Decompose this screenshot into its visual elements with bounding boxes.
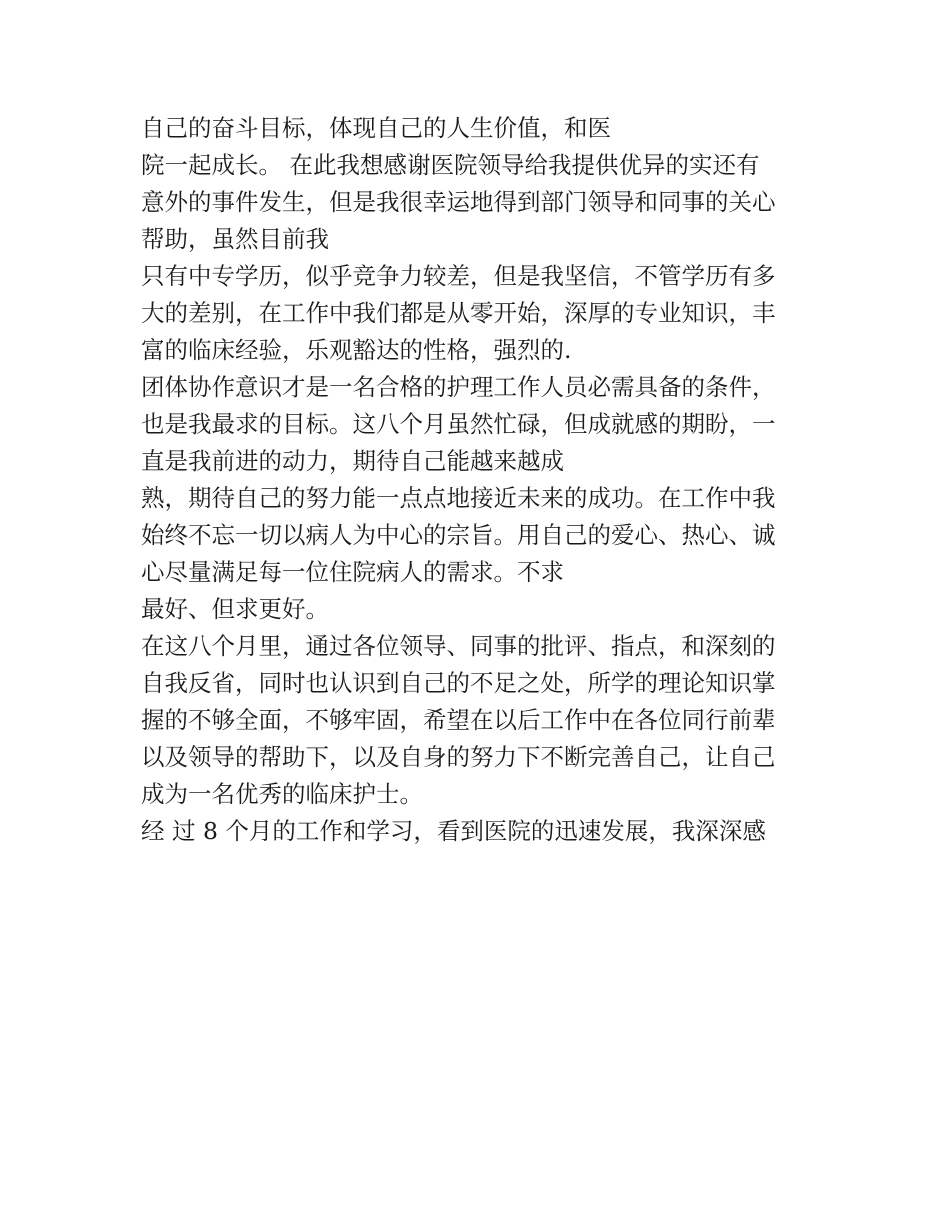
text-line: 在这八个月里，通过各位领导、同事的批评、指点，和深刻的 [141,632,776,660]
text-line: 经 过 8 个月的工作和学习，看到医院的迅速发展，我深深感 [141,817,766,845]
text-line: 富的临床经验，乐观豁达的性格，强烈的. [141,336,572,364]
text-line: 熟，期待自己的努力能一点点地接近未来的成功。在工作中我 [141,484,776,512]
text-line: 心尽量满足每一位住院病人的需求。不求 [141,558,564,586]
text-line: 自我反省，同时也认识到自己的不足之处，所学的理论知识掌 [141,669,776,697]
text-line: 成为一名优秀的临床护士。 [141,780,423,808]
text-line: 直是我前进的动力，期待自己能越来越成 [141,447,564,475]
text-line: 帮助，虽然目前我 [141,225,329,253]
text-line: 始终不忘一切以病人为中心的宗旨。用自己的爱心、热心、诚 [141,521,776,549]
text-line: 只有中专学历，似乎竞争力较差，但是我坚信，不管学历有多 [141,262,776,290]
text-line: 院一起成长。 在此我想感谢医院领导给我提供优异的实还有 [141,151,760,179]
text-line: 以及领导的帮助下，以及自身的努力下不断完善自己，让自己 [141,743,776,771]
text-line: 意外的事件发生，但是我很幸运地得到部门领导和同事的关心 [141,188,776,216]
text-line: 最好、但求更好。 [141,595,329,623]
text-line: 自己的奋斗目标，体现自己的人生价值，和医 [141,114,611,142]
text-line: 握的不够全面，不够牢固，希望在以后工作中在各位同行前辈 [141,706,776,734]
text-line: 团体协作意识才是一名合格的护理工作人员必需具备的条件， [141,373,776,401]
text-line: 大的差别，在工作中我们都是从零开始，深厚的专业知识，丰 [141,299,776,327]
document-body [141,110,831,850]
text-line: 也是我最求的目标。这八个月虽然忙碌，但成就感的期盼，一 [141,410,776,438]
